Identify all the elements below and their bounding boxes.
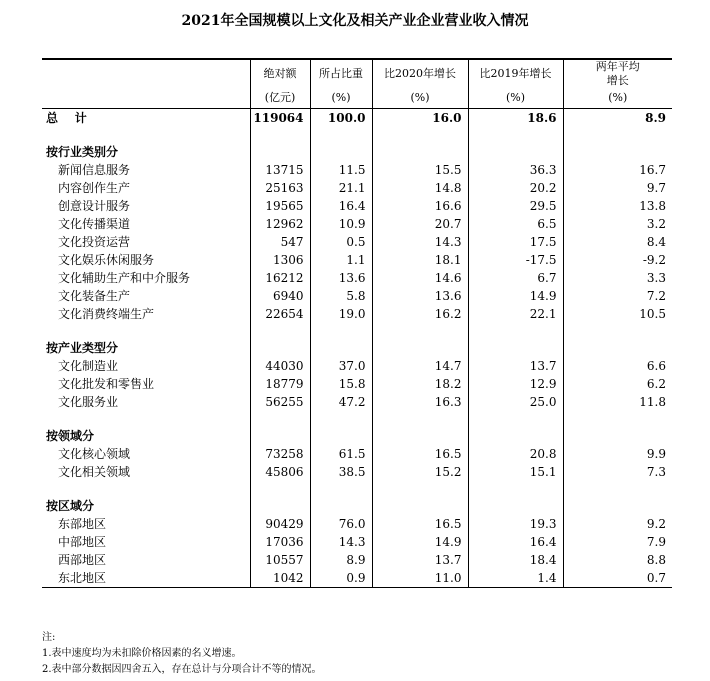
spacer-cell	[372, 481, 468, 497]
section-heading-blank	[310, 339, 372, 357]
row-growth-2019: 29.5	[468, 197, 563, 215]
row-growth-2020: 13.6	[372, 287, 468, 305]
section-heading-blank	[563, 497, 672, 515]
table-row	[42, 357, 672, 375]
row-label: 西部地区	[58, 553, 107, 567]
spacer-cell	[310, 127, 372, 143]
section-heading-blank	[372, 497, 468, 515]
header-two-year-avg-unit: (%)	[563, 88, 672, 109]
row-growth-2020: 11.0	[372, 569, 468, 588]
row-growth-2020: 15.2	[372, 463, 468, 481]
footnote-label: 注:	[42, 632, 56, 643]
footnotes	[42, 630, 322, 678]
table-header	[42, 59, 672, 109]
spacer-cell	[563, 411, 672, 427]
row-two-year-avg: 10.5	[563, 305, 672, 323]
header-absolute: 绝对额	[250, 59, 310, 88]
table-row	[42, 161, 672, 179]
spacer-cell	[563, 323, 672, 339]
section-heading-blank	[250, 339, 310, 357]
spacer-cell	[563, 127, 672, 143]
section-heading-blank	[468, 427, 563, 445]
spacer-cell	[468, 127, 563, 143]
spacer-cell	[468, 323, 563, 339]
table-row	[42, 197, 672, 215]
row-label: 文化制造业	[58, 359, 119, 373]
row-absolute: 547	[250, 233, 310, 251]
page-title: 2021年全国规模以上文化及相关产业企业营业收入情况	[181, 13, 529, 29]
row-two-year-avg: 6.2	[563, 375, 672, 393]
row-share: 15.8	[310, 375, 372, 393]
row-absolute: 16212	[250, 269, 310, 287]
row-growth-2019: -17.5	[468, 251, 563, 269]
total-growth-2019: 18.6	[468, 109, 563, 128]
row-two-year-avg: 7.9	[563, 533, 672, 551]
spacer-cell	[250, 127, 310, 143]
row-growth-2020: 16.5	[372, 445, 468, 463]
row-growth-2019: 22.1	[468, 305, 563, 323]
table-row	[42, 445, 672, 463]
section-heading-blank	[310, 143, 372, 161]
total-label: 总 计	[46, 111, 87, 125]
row-share: 0.5	[310, 233, 372, 251]
section-heading-blank	[372, 427, 468, 445]
row-two-year-avg: 7.3	[563, 463, 672, 481]
section-heading-blank	[372, 339, 468, 357]
section-heading-blank	[310, 427, 372, 445]
table-row	[42, 551, 672, 569]
row-label: 文化消费终端生产	[58, 307, 155, 321]
row-share: 13.6	[310, 269, 372, 287]
spacer-cell	[250, 411, 310, 427]
row-two-year-avg: 3.2	[563, 215, 672, 233]
row-absolute: 19565	[250, 197, 310, 215]
row-share: 10.9	[310, 215, 372, 233]
spacer-cell	[372, 323, 468, 339]
row-share: 14.3	[310, 533, 372, 551]
section-heading-blank	[563, 143, 672, 161]
table-row	[42, 269, 672, 287]
section-heading-row	[42, 497, 672, 515]
spacer-cell	[468, 411, 563, 427]
header-growth-2019-unit: (%)	[468, 88, 563, 109]
row-growth-2019: 14.9	[468, 287, 563, 305]
total-growth-2020: 16.0	[372, 109, 468, 128]
table-row	[42, 533, 672, 551]
row-growth-2020: 13.7	[372, 551, 468, 569]
row-growth-2020: 16.6	[372, 197, 468, 215]
row-share: 16.4	[310, 197, 372, 215]
footnote-2: 2.表中部分数据因四舍五入，存在总计与分项合计不等的情况。	[42, 664, 322, 675]
header-share-unit: (%)	[310, 88, 372, 109]
row-two-year-avg: 8.4	[563, 233, 672, 251]
total-row	[42, 109, 672, 128]
row-growth-2020: 18.2	[372, 375, 468, 393]
header-absolute-unit: (亿元)	[250, 88, 310, 109]
header-blank-2	[42, 88, 250, 109]
row-absolute: 22654	[250, 305, 310, 323]
row-absolute: 45806	[250, 463, 310, 481]
row-two-year-avg: 3.3	[563, 269, 672, 287]
row-growth-2019: 15.1	[468, 463, 563, 481]
spacer-cell	[42, 127, 250, 143]
total-two-year-avg: 8.9	[563, 109, 672, 128]
row-label: 东北地区	[42, 569, 250, 588]
row-growth-2019: 19.3	[468, 515, 563, 533]
row-absolute: 13715	[250, 161, 310, 179]
row-label: 创意设计服务	[58, 199, 131, 213]
total-share: 100.0	[310, 109, 372, 128]
row-two-year-avg: 7.2	[563, 287, 672, 305]
spacer-row	[42, 411, 672, 427]
row-absolute: 12962	[250, 215, 310, 233]
section-heading: 按行业类别分	[46, 145, 119, 159]
row-absolute: 90429	[250, 515, 310, 533]
row-absolute: 1306	[250, 251, 310, 269]
row-share: 47.2	[310, 393, 372, 411]
header-growth-2019: 比2019年增长	[468, 59, 563, 88]
spacer-cell	[372, 411, 468, 427]
row-share: 61.5	[310, 445, 372, 463]
revenue-table	[42, 58, 672, 588]
section-heading-blank	[250, 143, 310, 161]
row-label: 文化装备生产	[58, 289, 131, 303]
row-growth-2020: 14.6	[372, 269, 468, 287]
row-growth-2019: 13.7	[468, 357, 563, 375]
spacer-cell	[468, 481, 563, 497]
row-label: 文化服务业	[58, 395, 119, 409]
row-growth-2020: 16.5	[372, 515, 468, 533]
row-growth-2019: 20.2	[468, 179, 563, 197]
spacer-cell	[42, 481, 250, 497]
row-growth-2020: 14.9	[372, 533, 468, 551]
row-growth-2019: 12.9	[468, 375, 563, 393]
row-two-year-avg: 16.7	[563, 161, 672, 179]
row-two-year-avg: 8.8	[563, 551, 672, 569]
header-two-year-avg-line1: 两年平均	[595, 60, 640, 73]
row-label: 新闻信息服务	[58, 163, 131, 177]
row-absolute: 10557	[250, 551, 310, 569]
row-growth-2019: 6.7	[468, 269, 563, 287]
row-growth-2019: 20.8	[468, 445, 563, 463]
row-growth-2020: 20.7	[372, 215, 468, 233]
row-growth-2019: 6.5	[468, 215, 563, 233]
spacer-row	[42, 127, 672, 143]
row-growth-2020: 14.3	[372, 233, 468, 251]
table-row	[42, 179, 672, 197]
table-row	[42, 515, 672, 533]
section-heading-blank	[563, 427, 672, 445]
row-growth-2020: 14.8	[372, 179, 468, 197]
table-row	[42, 233, 672, 251]
row-growth-2019: 36.3	[468, 161, 563, 179]
row-share: 0.9	[310, 569, 372, 588]
row-label: 文化核心领域	[58, 447, 131, 461]
row-label: 东部地区	[58, 517, 107, 531]
spacer-cell	[310, 323, 372, 339]
row-absolute: 1042	[250, 569, 310, 588]
row-growth-2020: 15.5	[372, 161, 468, 179]
row-label: 内容创作生产	[58, 181, 131, 195]
row-absolute: 44030	[250, 357, 310, 375]
row-growth-2020: 14.7	[372, 357, 468, 375]
section-heading: 按领域分	[46, 429, 95, 443]
row-absolute: 18779	[250, 375, 310, 393]
row-growth-2019: 1.4	[468, 569, 563, 588]
spacer-cell	[310, 481, 372, 497]
row-two-year-avg: 9.7	[563, 179, 672, 197]
row-label: 文化辅助生产和中介服务	[58, 271, 191, 285]
header-growth-2020: 比2020年增长	[372, 59, 468, 88]
spacer-cell	[250, 323, 310, 339]
row-share: 19.0	[310, 305, 372, 323]
table-row	[42, 215, 672, 233]
row-share: 1.1	[310, 251, 372, 269]
row-share: 8.9	[310, 551, 372, 569]
row-growth-2019: 16.4	[468, 533, 563, 551]
row-growth-2020: 16.3	[372, 393, 468, 411]
row-label: 文化批发和零售业	[58, 377, 155, 391]
row-label: 中部地区	[58, 535, 107, 549]
row-growth-2020: 18.1	[372, 251, 468, 269]
table-body	[42, 109, 672, 588]
table-row	[42, 287, 672, 305]
table-row	[42, 305, 672, 323]
section-heading: 按产业类型分	[46, 341, 119, 355]
row-share: 11.5	[310, 161, 372, 179]
row-share: 37.0	[310, 357, 372, 375]
header-blank	[42, 59, 250, 88]
header-share: 所占比重	[310, 59, 372, 88]
section-heading-row	[42, 143, 672, 161]
row-share: 76.0	[310, 515, 372, 533]
section-heading-blank	[468, 497, 563, 515]
row-absolute: 25163	[250, 179, 310, 197]
row-share: 21.1	[310, 179, 372, 197]
row-label: 文化娱乐休闲服务	[58, 253, 155, 267]
row-two-year-avg: 6.6	[563, 357, 672, 375]
row-share: 38.5	[310, 463, 372, 481]
row-absolute: 6940	[250, 287, 310, 305]
row-growth-2020: 16.2	[372, 305, 468, 323]
spacer-cell	[42, 323, 250, 339]
table-row	[42, 463, 672, 481]
section-heading-row	[42, 427, 672, 445]
section-heading: 按区域分	[46, 499, 95, 513]
row-two-year-avg: -9.2	[563, 251, 672, 269]
row-growth-2019: 18.4	[468, 551, 563, 569]
table-row	[42, 251, 672, 269]
section-heading-blank	[468, 339, 563, 357]
section-heading-blank	[372, 143, 468, 161]
row-absolute: 73258	[250, 445, 310, 463]
spacer-cell	[310, 411, 372, 427]
spacer-cell	[563, 481, 672, 497]
row-share: 5.8	[310, 287, 372, 305]
section-heading-blank	[563, 339, 672, 357]
row-two-year-avg: 11.8	[563, 393, 672, 411]
section-heading-blank	[250, 497, 310, 515]
spacer-row	[42, 481, 672, 497]
row-growth-2019: 17.5	[468, 233, 563, 251]
footnote-1: 1.表中速度均为未扣除价格因素的名义增速。	[42, 648, 242, 659]
row-label: 文化相关领域	[58, 465, 131, 479]
spacer-row	[42, 323, 672, 339]
section-heading-blank	[468, 143, 563, 161]
spacer-cell	[372, 127, 468, 143]
row-absolute: 56255	[250, 393, 310, 411]
total-absolute: 119064	[250, 109, 310, 128]
spacer-cell	[250, 481, 310, 497]
table-row	[42, 569, 672, 588]
spacer-cell	[42, 411, 250, 427]
row-label: 文化传播渠道	[58, 217, 131, 231]
row-absolute: 17036	[250, 533, 310, 551]
row-growth-2019: 25.0	[468, 393, 563, 411]
row-label: 文化投资运营	[58, 235, 131, 249]
section-heading-blank	[310, 497, 372, 515]
row-two-year-avg: 9.9	[563, 445, 672, 463]
section-heading-blank	[250, 427, 310, 445]
row-two-year-avg: 9.2	[563, 515, 672, 533]
row-two-year-avg: 13.8	[563, 197, 672, 215]
table-row	[42, 375, 672, 393]
section-heading-row	[42, 339, 672, 357]
row-two-year-avg: 0.7	[563, 569, 672, 588]
header-two-year-avg	[563, 59, 672, 88]
header-two-year-avg-line2: 增长	[606, 74, 629, 87]
header-growth-2020-unit: (%)	[372, 88, 468, 109]
table-row	[42, 393, 672, 411]
